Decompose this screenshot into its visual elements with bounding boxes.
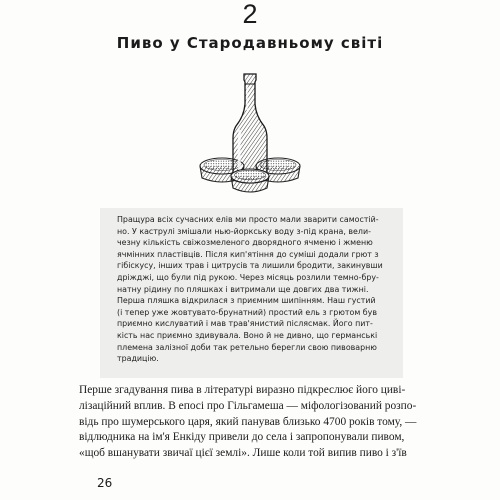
chapter-number: 2 [242, 0, 258, 29]
bottle-icon [233, 74, 267, 183]
body-paragraph: Перше згадування пива в літературі виразно підкреслює його циві- лізаційний вплив. В епосі про Гільгамеша — міфологізований розпо- відь про шумерського царя, який панував близько 4700 років тому, — відлюдника на ім'я Енкіду привели до села і запропонували пивом, «щоб вшанувати звичаї цієї землі». Лише коли той випив пиво і з'їв [79, 384, 417, 460]
sidebar-text: Пращура всіх сучасних елів ми просто мали зварити самостій- но. У каструлі змішали нью-йоркську воду з-під крана, вели- чезну кількість свіжозмеленого дворядного ячменю і жменю ячмінних пластівців. Після кип'ятіння до суміші додали грют з гібіскусу, інших трав і цитрусів та лишили бродити, закинувши дріжджі, що були під рукою. Через місяць розлили темно-бру- натну рідину по пляшках і витримали ще довгих два тижні. Перша пляшка відкрилася з приємним шипінням. Наш густий (і тепер уже жовтувато-брунатний) простий ель з грютом був приємно кислуватий і мав трав'янистий післясмак. Його пит- кість нас приємно здивувала. Воно й не дивно, що германські племена залізної доби так ретельно берегли свою пивоварню традицію. [117, 215, 383, 364]
sidebar-box [100, 208, 403, 378]
page-number: 26 [97, 476, 113, 490]
front-bowl-icon [231, 169, 269, 192]
beer-bottle-illustration-icon [190, 70, 310, 200]
chapter-title: Пиво у Стародавньому світі [116, 34, 384, 52]
